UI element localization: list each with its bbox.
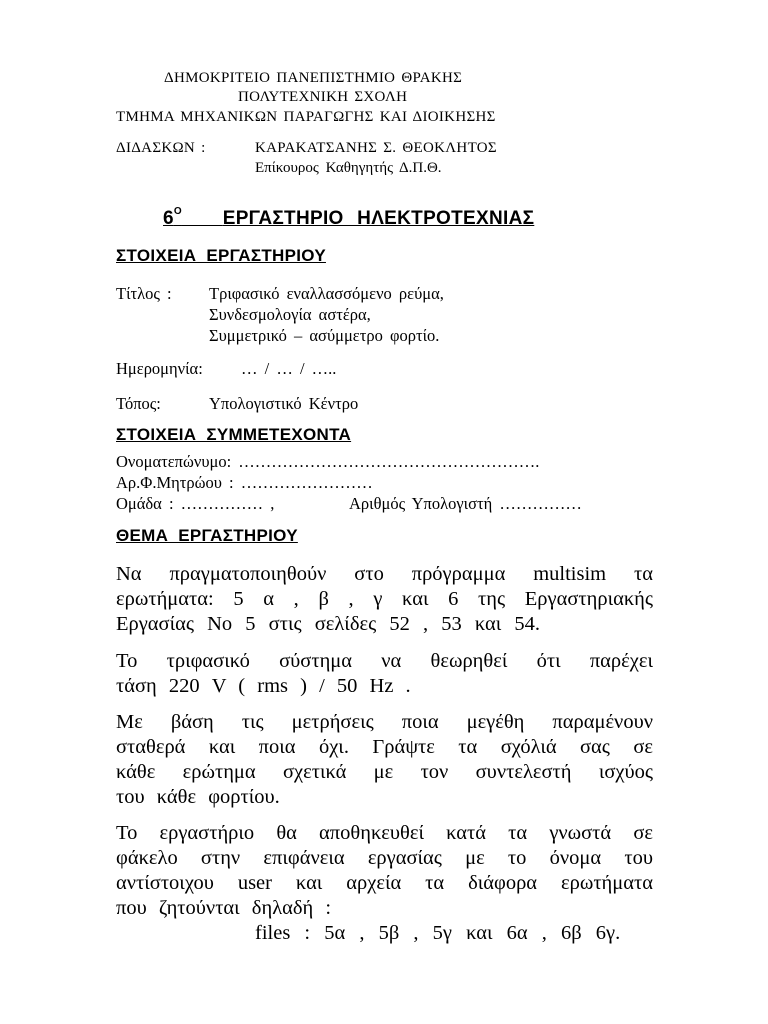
lab-title-text: ΕΡΓΑΣΤΗΡΙΟ ΗΛΕΚΤΡΟΤΕΧΝΙΑΣ xyxy=(222,208,535,229)
registration-field: Αρ.Φ.Μητρώου : …………………… xyxy=(116,473,373,492)
paragraph-4-line-3: αντίστοιχου user και αρχεία τα διάφορα ερωτήματα xyxy=(116,872,653,894)
topic-heading: ΘΕΜΑ ΕΡΓΑΣΤΗΡΙΟΥ xyxy=(116,526,298,545)
title-label: Τίτλος : xyxy=(116,284,172,303)
paragraph-4 xyxy=(116,821,653,921)
paragraph-4-line-1: Το εργαστήριο θα αποθηκευθεί κατά τα γνωστά σε xyxy=(116,822,653,844)
paragraph-4-line-2: φάκελο στην επιφάνεια εργασίας με το όνομα του xyxy=(116,847,653,869)
department-name: ΤΜΗΜΑ ΜΗΧΑΝΙΚΩΝ ΠΑΡΑΓΩΓΗΣ ΚΑΙ ΔΙΟΙΚΗΣΗΣ xyxy=(116,109,496,125)
group-field: Ομάδα : …………… , xyxy=(116,494,275,513)
participant-heading: ΣΤΟΙΧΕΙΑ ΣΥΜΜΕΤΕΧΟΝΤΑ xyxy=(116,425,352,444)
lab-number-superscript: Ο xyxy=(173,206,182,217)
paragraph-2-line-2: τάση 220 V ( rms ) / 50 Hz . xyxy=(116,675,411,697)
school-name: ΠΟΛΥΤΕΧΝΙΚΗ ΣΧΟΛΗ xyxy=(238,89,408,105)
lab-number: 6 xyxy=(163,208,174,229)
title-line-2: Συνδεσμολογία αστέρα, xyxy=(209,305,371,324)
paragraph-1-line-2: ερωτήματα: 5 α , β , γ και 6 της Εργαστηριακής xyxy=(116,588,653,610)
title-line-1: Τριφασικό εναλλασσόμενο ρεύμα, xyxy=(209,284,444,303)
name-field: Ονοματεπώνυμο: ………………………………………………. xyxy=(116,452,540,471)
university-name: ΔΗΜΟΚΡΙΤΕΙΟ ΠΑΝΕΠΙΣΤΗΜΙΟ ΘΡΑΚΗΣ xyxy=(164,70,463,86)
paragraph-2-line-1: Το τριφασικό σύστημα να θεωρηθεί ότι παρέχει xyxy=(116,650,653,672)
place-label: Τόπος: xyxy=(116,394,161,413)
paragraph-3 xyxy=(116,710,653,810)
paragraph-2 xyxy=(116,649,653,699)
title-line-3: Συμμετρικό – ασύμμετρο φορτίο. xyxy=(209,326,440,345)
paragraph-3-line-3: κάθε ερώτημα σχετικά με τον συντελεστή ισχύος xyxy=(116,761,653,783)
place-value: Υπολογιστικό Κέντρο xyxy=(209,394,359,413)
page-title xyxy=(163,208,534,230)
instructor-label: ΔΙΔΑΣΚΩΝ : xyxy=(116,140,206,156)
paragraph-3-line-2: σταθερά και ποια όχι. Γράψτε τα σχόλιά σας σε xyxy=(116,736,653,758)
files-line: files : 5α , 5β , 5γ και 6α , 6β 6γ. xyxy=(255,922,621,944)
paragraph-1-line-3: Εργασίας Νο 5 στις σελίδες 52 , 53 και 54. xyxy=(116,613,540,635)
lab-info-heading: ΣΤΟΙΧΕΙΑ ΕΡΓΑΣΤΗΡΙΟΥ xyxy=(116,246,326,265)
paragraph-3-line-1: Με βάση τις μετρήσεις ποια μεγέθη παραμένουν xyxy=(116,711,653,733)
date-label: Ημερομηνία: xyxy=(116,359,203,378)
paragraph-4-line-4: που ζητούνται δηλαδή : xyxy=(116,897,332,919)
paragraph-3-line-4: του κάθε φορτίου. xyxy=(116,786,280,808)
paragraph-1-line-1: Να πραγματοποιηθούν στο πρόγραμμα multisim τα xyxy=(116,563,653,585)
paragraph-1 xyxy=(116,562,653,637)
instructor-title: Επίκουρος Καθηγητής Δ.Π.Θ. xyxy=(255,160,442,176)
date-value: … / … / ….. xyxy=(241,359,337,378)
computer-field: Αριθμός Υπολογιστή …………… xyxy=(349,494,582,513)
instructor-name: ΚΑΡΑΚΑΤΣΑΝΗΣ Σ. ΘΕΟΚΛΗΤΟΣ xyxy=(255,140,497,156)
